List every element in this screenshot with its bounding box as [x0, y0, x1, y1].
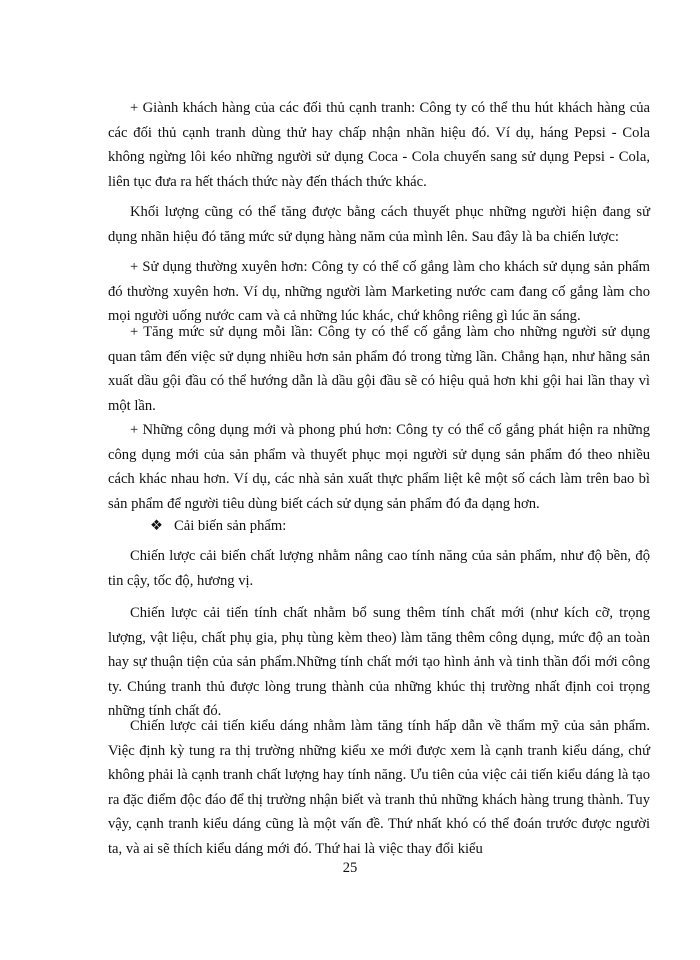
paragraph-volume-increase: Khối lượng cũng có thể tăng được bằng cách thuyết phục những người hiện đang sử dụng nhãn hiệu đó tăng mức sử dụng hàng năm của mình lên. Sau đây là ba chiến lược: — [108, 204, 650, 245]
diamond-bullet-icon: ❖ — [150, 518, 164, 534]
section-heading-text: Cải biến sản phẩm: — [174, 518, 287, 534]
section-heading-product-modification — [150, 514, 286, 539]
paragraph-quality-improvement: Chiến lược cải biến chất lượng nhằm nâng cao tính năng của sản phẩm, như độ bền, độ tin cậy, tốc độ, hương vị. — [108, 548, 650, 589]
paragraph-new-uses: + Những công dụng mới và phong phú hơn: Công ty có thể cố gắng phát hiện ra những công dụng mới của sản phẩm và thuyết phục mọi người sử dụng sản phẩm đó theo nhiều cách khác nhau hơn. Ví dụ, các nhà sản xuất thực phẩm liệt kê một số cách làm trên bao bì sản phẩm để người tiêu dùng biết cách sử dụng sản phẩm đó đa dạng hơn. — [108, 422, 650, 512]
paragraph-use-more-often: + Sử dụng thường xuyên hơn: Công ty có thể cố gắng làm cho khách sử dụng sản phẩm đó thường xuyên hơn. Ví dụ, những người làm Marketing nước cam đang cố gắng làm cho mọi người uống nước cam và cả những lúc khác, chứ không riêng gì lúc ăn sáng. — [108, 259, 650, 324]
paragraph-style-improvement: Chiến lược cải tiến kiểu dáng nhằm làm tăng tính hấp dẫn về thẩm mỹ của sản phẩm. Việc định kỳ tung ra thị trường những kiểu xe mới được xem là cạnh tranh kiểu dáng, chứ không phải là cạnh tranh chất lượng hay tính năng. Ưu tiên của việc cải tiến kiểu dáng là tạo ra đặc điểm độc đáo để thị trường nhận biết và tranh thủ những khách hàng trung thành. Tuy vậy, cạnh tranh kiểu dáng cũng là một vấn đề. Thứ nhất khó có thể đoán trước được người ta, và ai sẽ thích kiểu dáng mới đó. Thứ hai là việc thay đổi kiểu — [108, 718, 650, 857]
paragraph-competitor-customers: + Giành khách hàng của các đối thủ cạnh tranh: Công ty có thể thu hút khách hàng của các đối thủ cạnh tranh dùng thử hay chấp nhận nhãn hiệu đó. Ví dụ, háng Pepsi - Cola không ngừng lôi kéo những người sử dụng Coca - Cola chuyển sang sử dụng Pepsi - Cola, liên tục đưa ra hết thách thức này đến thách thức khác. — [108, 100, 650, 190]
page-number: 25 — [342, 860, 358, 876]
paragraph-use-more-each-time: + Tăng mức sử dụng mỗi lần: Công ty có thể cố gắng làm cho những người sử dụng quan tâm đến việc sử dụng nhiều hơn sản phẩm đó trong từng lần. Chẳng hạn, như hãng sản xuất dầu gội đầu có thể hướng dẫn là dầu gội đầu sẽ có hiệu quả hơn khi gội hai lần thay vì một lần. — [108, 324, 650, 414]
paragraph-feature-improvement: Chiến lược cải tiến tính chất nhằm bổ sung thêm tính chất mới (như kích cỡ, trọng lượng, vật liệu, chất phụ gia, phụ tùng kèm theo) làm tăng thêm công dụng, mức độ an toàn hay sự thuận tiện của sản phẩm.Những tính chất mới tạo hình ảnh và tinh thần đổi mới công ty. Chúng tranh thủ được lòng trung thành của những khúc thị trường nhất định coi trọng những tính chất đó. — [108, 605, 650, 719]
